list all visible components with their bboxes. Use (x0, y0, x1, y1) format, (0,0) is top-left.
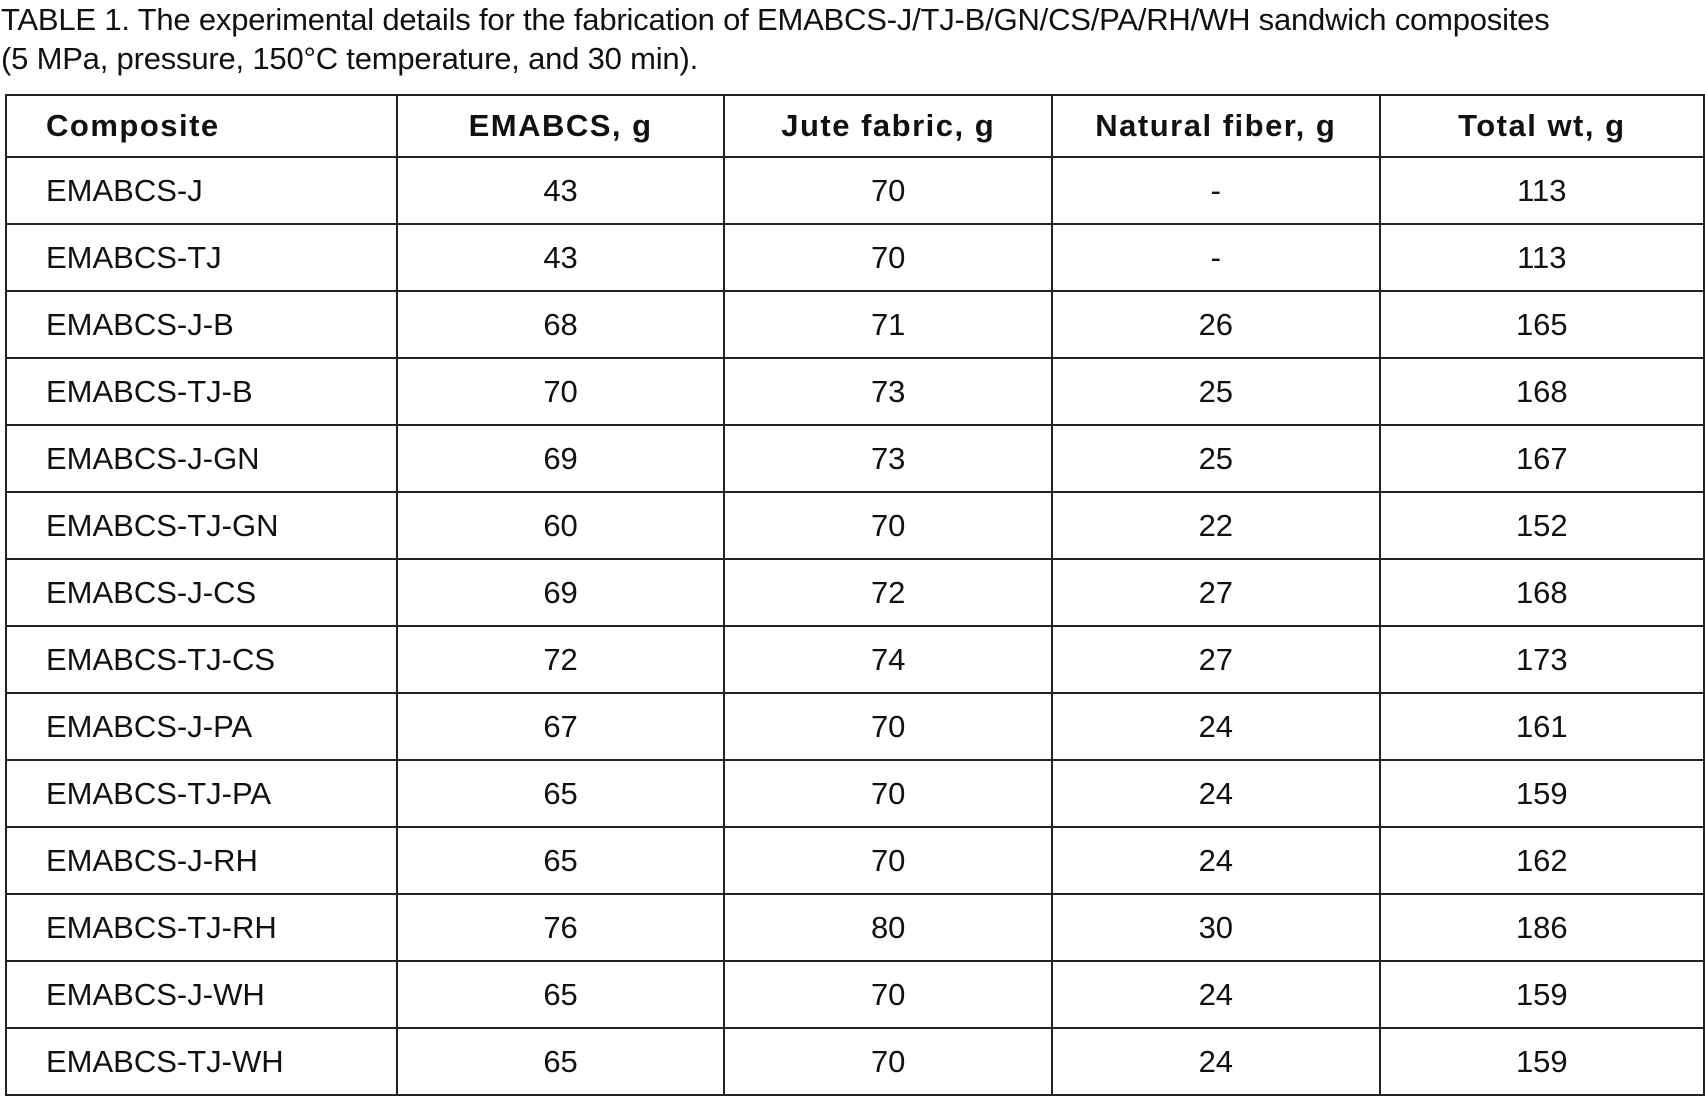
cell-composite: EMABCS-J-CS (6, 559, 397, 626)
cell-composite: EMABCS-J-PA (6, 693, 397, 760)
cell-natural-fiber: 24 (1052, 961, 1380, 1028)
cell-emabcs: 65 (397, 961, 725, 1028)
cell-total-wt: 152 (1380, 492, 1704, 559)
cell-total-wt: 186 (1380, 894, 1704, 961)
cell-natural-fiber: 22 (1052, 492, 1380, 559)
table-row (6, 224, 1704, 291)
cell-composite: EMABCS-J-RH (6, 827, 397, 894)
cell-emabcs: 70 (397, 358, 725, 425)
cell-emabcs: 69 (397, 425, 725, 492)
cell-composite: EMABCS-TJ-GN (6, 492, 397, 559)
cell-emabcs: 60 (397, 492, 725, 559)
cell-total-wt: 159 (1380, 961, 1704, 1028)
cell-total-wt: 159 (1380, 760, 1704, 827)
cell-emabcs: 43 (397, 157, 725, 224)
cell-emabcs: 67 (397, 693, 725, 760)
cell-total-wt: 113 (1380, 157, 1704, 224)
cell-total-wt: 167 (1380, 425, 1704, 492)
cell-natural-fiber: 24 (1052, 1028, 1380, 1095)
header-emabcs: EMABCS, g (397, 95, 725, 157)
cell-jute-fabric: 70 (724, 492, 1052, 559)
cell-jute-fabric: 71 (724, 291, 1052, 358)
cell-jute-fabric: 73 (724, 358, 1052, 425)
cell-emabcs: 65 (397, 760, 725, 827)
cell-total-wt: 162 (1380, 827, 1704, 894)
cell-composite: EMABCS-TJ-PA (6, 760, 397, 827)
table-row (6, 827, 1704, 894)
cell-total-wt: 173 (1380, 626, 1704, 693)
cell-emabcs: 43 (397, 224, 725, 291)
cell-jute-fabric: 70 (724, 157, 1052, 224)
cell-total-wt: 113 (1380, 224, 1704, 291)
cell-jute-fabric: 70 (724, 224, 1052, 291)
cell-jute-fabric: 70 (724, 961, 1052, 1028)
table-row (6, 492, 1704, 559)
cell-jute-fabric: 70 (724, 760, 1052, 827)
header-total-wt: Total wt, g (1380, 95, 1704, 157)
cell-composite: EMABCS-J-GN (6, 425, 397, 492)
cell-total-wt: 159 (1380, 1028, 1704, 1095)
cell-natural-fiber: 27 (1052, 626, 1380, 693)
cell-total-wt: 161 (1380, 693, 1704, 760)
table-header-row (6, 95, 1704, 157)
table-row (6, 559, 1704, 626)
table-row (6, 157, 1704, 224)
cell-composite: EMABCS-TJ-B (6, 358, 397, 425)
cell-jute-fabric: 80 (724, 894, 1052, 961)
cell-emabcs: 72 (397, 626, 725, 693)
cell-composite: EMABCS-TJ-CS (6, 626, 397, 693)
table-row (6, 693, 1704, 760)
cell-natural-fiber: 24 (1052, 827, 1380, 894)
composites-table (5, 94, 1705, 1096)
cell-natural-fiber: 24 (1052, 760, 1380, 827)
table-row (6, 961, 1704, 1028)
cell-jute-fabric: 72 (724, 559, 1052, 626)
cell-jute-fabric: 70 (724, 827, 1052, 894)
cell-composite: EMABCS-TJ (6, 224, 397, 291)
header-composite: Composite (6, 95, 397, 157)
cell-natural-fiber: 27 (1052, 559, 1380, 626)
cell-composite: EMABCS-TJ-WH (6, 1028, 397, 1095)
header-jute-fabric: Jute fabric, g (724, 95, 1052, 157)
cell-emabcs: 69 (397, 559, 725, 626)
cell-emabcs: 68 (397, 291, 725, 358)
cell-natural-fiber: - (1052, 157, 1380, 224)
cell-jute-fabric: 73 (724, 425, 1052, 492)
table-row (6, 358, 1704, 425)
cell-natural-fiber: - (1052, 224, 1380, 291)
cell-composite: EMABCS-J-WH (6, 961, 397, 1028)
cell-emabcs: 65 (397, 827, 725, 894)
cell-jute-fabric: 70 (724, 693, 1052, 760)
cell-jute-fabric: 74 (724, 626, 1052, 693)
caption-line-1: TABLE 1. The experimental details for the fabrication of EMABCS-J/TJ-B/GN/CS/PA/RH/WH sandwich composites (1, 2, 1550, 37)
cell-natural-fiber: 25 (1052, 425, 1380, 492)
cell-total-wt: 168 (1380, 559, 1704, 626)
cell-natural-fiber: 26 (1052, 291, 1380, 358)
table-row (6, 626, 1704, 693)
cell-composite: EMABCS-J-B (6, 291, 397, 358)
table-row (6, 425, 1704, 492)
cell-total-wt: 168 (1380, 358, 1704, 425)
cell-composite: EMABCS-TJ-RH (6, 894, 397, 961)
caption-line-2: (5 MPa, pressure, 150°C temperature, and 30 min). (1, 41, 698, 76)
table-body (6, 157, 1704, 1095)
cell-natural-fiber: 25 (1052, 358, 1380, 425)
header-natural-fiber: Natural fiber, g (1052, 95, 1380, 157)
table-row (6, 291, 1704, 358)
cell-total-wt: 165 (1380, 291, 1704, 358)
table-row (6, 760, 1704, 827)
cell-natural-fiber: 30 (1052, 894, 1380, 961)
cell-emabcs: 65 (397, 1028, 725, 1095)
table-caption (1, 0, 1701, 78)
cell-composite: EMABCS-J (6, 157, 397, 224)
table-row (6, 1028, 1704, 1095)
cell-natural-fiber: 24 (1052, 693, 1380, 760)
cell-emabcs: 76 (397, 894, 725, 961)
cell-jute-fabric: 70 (724, 1028, 1052, 1095)
table-row (6, 894, 1704, 961)
